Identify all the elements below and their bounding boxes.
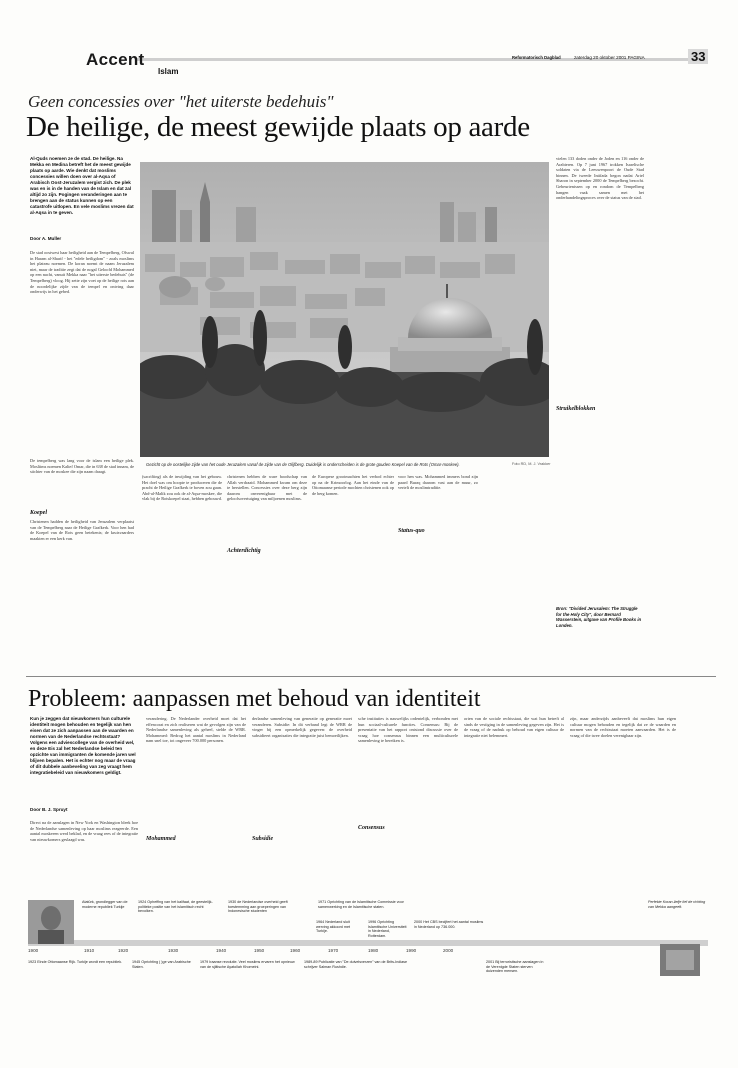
section-title: Accent — [86, 50, 145, 69]
timeline-axis — [28, 940, 708, 946]
timeline-event: 2000 Het CBS becijfert het aantal moslims in Nederland op 736.000. — [414, 920, 484, 929]
subsection-title: Islam — [158, 67, 179, 76]
article2-col1: Direct na de aanslagen in New York en Washington bleek hoe de Nederlandse samenleving op haar moslims reageerde. Een aantal moskeeen werd beklad, en de vraag rees of de integratie van nieuwkomers geslaagd was. — [30, 820, 138, 842]
article1-subhead-achterdichtig: Achterdichtig — [227, 548, 261, 554]
timeline-year: 1980 — [368, 948, 379, 953]
article1-col6: de Europese grootmachten het verbod echter op na de Krimoorlog. Aan het einde van de Ottomaanse periode mochten christenen ook op de berg komen. — [312, 474, 394, 496]
timeline-event: 1971 Oprichting van de Islamitische Commissie voor samenwerking en de Islamitische staten. — [318, 900, 404, 909]
photo-caption: Gezicht op de oostelijke zijde van het oude Jeruzalem vanaf de zijde van de Olijfberg. Duidelijk is onderscheiden is de grote gouden Koepel van de Rots (Omar-moskee). — [146, 462, 460, 467]
article1-col7: voor hen was. Mohammed immers bond zijn paard Buraq daarom vast aan de muur, zo vertelt de moslimtraditie. — [398, 474, 478, 491]
article2-subhead-consensus: Consensus — [358, 825, 385, 831]
article1-intro: Al-Quds noemen ze de stad. De heilige. Na Mekka en Medina betreft het de meest gewijde plaats op aarde. Wie denkt dat moslims concessies willen doen over al-Aqsa of Arabisch Oost-Jeruzalem vergist zich. De plek was en is in de handen van de Islam en dat zal altijd zo zijn. Pogingen veranderingen aan te brengen aan de status kunnen op een catastrofe uitlopen. En vele moslims vrezen dat al-Aqsa in te geven. — [30, 156, 134, 215]
article2-byline: Door B. J. Spruyt — [30, 807, 68, 812]
article2-intro: Kun je zeggen dat nieuwkomers hun culturele identiteit mogen behouden en tegelijk van hen eisen dat ze zich aanpassen aan de waarden en normen van de Nederlandse rechtsstaat? Volgens een adviescollege van de overheid wel, en deze Eis zal het Nederlandse beleid ten opzichte van immigranten de komende jaren wel blijven bepalen. Het is echter nog maar de vraag of dit dubbele aanbeveling van zeg vraagt hem integratiebeleid van nieuwkomers geldigt. — [30, 716, 136, 775]
article1-col1: De stad oostwest haar heiligheid aan de Tempelberg, Ofswal in Haram al-Sharif - het "edele heiligdom" - zoals moslims het plateau noemen. De koran noemt de naam Jeruzalem niet, maar de traditie zegt dat de nogal Geloofd Mohammed op een nacht, vanuit Mekka naar "het uiterste bedehuis" (de Tempelberg) vloog. Hij zette zijn voet op de heilige rots aan de noordelijke zijde van de tempel en ontving daar onderwijs in het gebed. — [30, 250, 134, 295]
timeline-event: 1930 de Nederlandse overheid geeft toestemming aan groeperingen van Indonesische studenten — [228, 900, 288, 914]
timeline — [28, 880, 708, 1040]
article2-col4: sche instituties is nauwelijks ordentelijk, verbonden met hun sociaal-culturele functies. Consensus: Bij de presentatie van het rapport ontstond discussie over de vraag hoe consensus binnen een multiculturele samenleving te bereiken is. — [358, 716, 458, 744]
timeline-event: Atatürk, grondlegger van de moderne republiek Turkije — [82, 900, 128, 909]
article1-col2: De tempelberg was lang voor de islam een heilige plek. Mosliims noemen Kalief Omar, die in 638 de stad innam, de stichter van de moskee die zijn naam draagt. — [30, 458, 134, 475]
article2-headline: Probleem: aanpassen met behoud van identiteit — [28, 686, 481, 712]
timeline-event: 1945 Oprichting ( )ge van Arabische Staten. — [132, 960, 191, 969]
issue-date: zaterdag 20 oktober 2001 PAGINA — [574, 55, 645, 60]
timeline-year: 2000 — [443, 948, 454, 953]
article1-col5: christenen hebben de ware boodschap van Allah verdraaid. Mohammed kwam om deze te herstellen. Concessies over deze berg zijn daarom onverenigbaar met de geloofsovertuiging van miljoenen moslims. — [227, 474, 307, 502]
timeline-event: 1924 Opheffing van het kalifaat, de geestelijk-politieke positie van het islamitisch recht bevolken. — [138, 900, 213, 914]
timeline-sidebox: Perfekte Koran-liefje lief de richting van Mekka aangeeft. — [648, 900, 706, 909]
article2-col3: derlandse samenleving van generatie op generatie moet veranderen. Subsidie: In dit verband legt de WRR de vinger bij een opmerkelijk gegeven: de overheid subsidieert organisaties die integratie juist bemoeilijken. — [252, 716, 352, 738]
timeline-year: 1990 — [406, 948, 417, 953]
article1-subhead-struikelblokken: Struikelblokken — [556, 406, 596, 412]
article2-col5: orien van de sociale rechtsstaat, die wat hun betreft al sinds de vestiging in de samenleving gegeven zijn. Het is de vraag of de nadruk op behoud van eigen cultuur de integratie niet belemmert. — [464, 716, 564, 738]
timeline-year: 1920 — [118, 948, 129, 953]
publication-name: Reformatorisch Dagblad — [512, 55, 561, 60]
article1-byline: Door A. Muller — [30, 236, 62, 241]
article1-col8: vielen 133 doden onder de Joden en 116 onder de Arabieren. Op 7 juni 1967 trokken Israelische soldaten via de Leeuwenpoort de Oude Stad binnen. De tweede Intifada begon nadat Ariel Sharon in september 2000 de Tempelberg bezocht. Gebeurtenissen op en rondom de Tempelberg hangen vaak samen met het onderhandelingsproces over de status van de stad. — [556, 156, 644, 201]
article1-subhead-koepel: Koepel — [30, 510, 47, 516]
article1-col4: (sacrifiing) als de inwijding van het gebouw. Het doel was om hoopte te produceren die de pracht de Heilige Grafkerk te boven zou gaan. Abd-al-Malik zou ook de al-Aqsa-moskee, die vlak bij de Rotskoepel staat, hebben gebouwd. — [142, 474, 222, 502]
article1-col3: Christenen hadden de heiligheid van Jeruzalem verplaatst van de Tempelberg naar de Heilige Grafkerk. Voor hen had de Koepel van de Rots geen betekenis; de kruisvaarders maakten er een kerk van. — [30, 519, 134, 541]
timeline-year: 1930 — [168, 948, 179, 953]
timeline-year: 1970 — [328, 948, 339, 953]
book-source-note: Bron: "Divided Jerusalem: The Struggle for the Holy City", door Bernard Wasserstein, uitgave van Profile Books in Londen. — [556, 606, 642, 628]
ataturk-portrait — [28, 900, 74, 944]
timeline-year: 1960 — [290, 948, 301, 953]
timeline-event: 2001 Bij terroristische aanslagen in de Verenigde Staten sterven duizenden mensen. — [486, 960, 544, 974]
section-divider — [26, 676, 716, 677]
timeline-year: 1940 — [216, 948, 227, 953]
timeline-year: 1900 — [28, 948, 39, 953]
article2-col6: zijn, maar anderzijds aanbeveelt dat moslims hun eigen cultuur mogen behouden en tegelijk dat ze de waarden en normen van de rechtsstaat moeten aanvaarden. Het is de vraag of die twee doelen verenigbaar zijn. — [570, 716, 676, 738]
prayer-mat-image — [656, 940, 704, 980]
timeline-year: 1910 — [84, 948, 95, 953]
jerusalem-photo — [140, 162, 549, 457]
article1-subhead-statusquo: Status-quo — [398, 528, 425, 534]
timeline-event: 1989-89 Publicatie van "De duivelsverzen" van de Brits-Indiase schrijver Salman Rushdie. — [304, 960, 408, 969]
timeline-event: 1964 Nederland sluit werving akkoord met Turkije. — [316, 920, 351, 934]
article1-headline: De heilige, de meest gewijde plaats op aarde — [26, 111, 530, 143]
article1-kicker: Geen concessies over "het uiterste bedehuis" — [28, 92, 334, 111]
article2-col2: verandering. De Nederlander overheid moet dat het effencorat en zich realiseren wat de gevolgen zijn van de Nederlandse samenleving als geheel, stelde de WRR. Mohammed: Bedrog het aantal moslims in Nederland nam snel toe, tot ongeveer 700.000 personen. — [146, 716, 246, 744]
article2-subhead-mohammed: Mohammed — [146, 836, 176, 842]
article2-subhead-subsidie: Subsidie — [252, 836, 274, 842]
timeline-year: 1950 — [254, 948, 265, 953]
timeline-event: 1979 Iraanse revolutie. Veel moslims ervaren het opnieuw van de sjiitische Ayatollah Khomeini. — [200, 960, 295, 969]
page-number: 33 — [688, 49, 708, 64]
timeline-event: 1996 Oprichting Islamitische Universiteit in Nederland, Rotterdam. — [368, 920, 407, 938]
photo-credit: Foto RD, M. J. Vrakker — [512, 462, 551, 466]
timeline-event: 1923 Einde Ottomaanse Rijk. Turkije wordt een republiek. — [28, 960, 123, 964]
